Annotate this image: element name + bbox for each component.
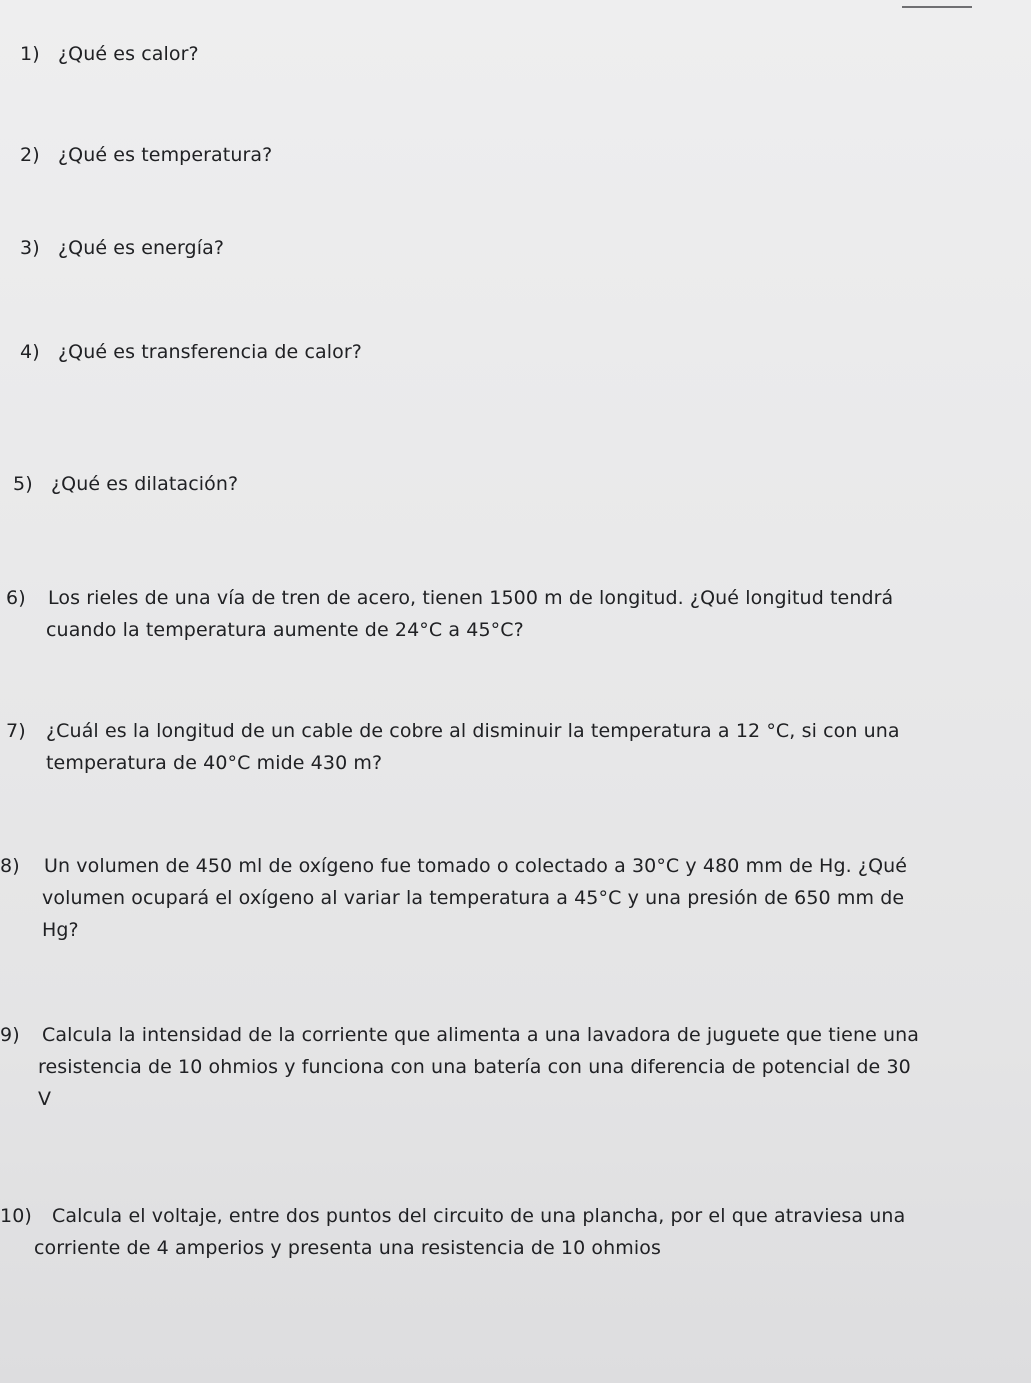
question-number: 3): [20, 237, 40, 259]
question-number: 5): [13, 473, 33, 495]
question-text: ¿Qué es dilatación?: [51, 473, 239, 495]
question-10: [0, 1200, 905, 1264]
question-text-line: volumen ocupará el oxígeno al variar la temperatura a 45°C y una presión de 650 mm de: [42, 887, 905, 909]
question-number: 9): [0, 1024, 20, 1046]
question-number: 7): [6, 720, 26, 742]
question-text-line: V: [38, 1088, 52, 1110]
question-1: [20, 38, 199, 70]
question-number: 2): [20, 144, 40, 166]
question-text-line: corriente de 4 amperios y presenta una resistencia de 10 ohmios: [34, 1237, 662, 1259]
question-text: ¿Qué es calor?: [58, 43, 199, 65]
question-text-line: temperatura de 40°C mide 430 m?: [46, 752, 383, 774]
question-text-line: resistencia de 10 ohmios y funciona con una batería con una diferencia de potencial de 30: [38, 1056, 911, 1078]
question-text-line: Los rieles de una vía de tren de acero, tienen 1500 m de longitud. ¿Qué longitud tendrá: [48, 587, 894, 609]
question-number: 6): [6, 587, 26, 609]
question-9: [0, 1019, 919, 1115]
question-6: [6, 582, 893, 646]
question-text: ¿Qué es transferencia de calor?: [58, 341, 362, 363]
question-text-line: ¿Cuál es la longitud de un cable de cobre al disminuir la temperatura a 12 °C, si con una: [46, 720, 900, 742]
question-3: [20, 232, 224, 264]
question-text: ¿Qué es temperatura?: [58, 144, 273, 166]
question-number: 4): [20, 341, 40, 363]
question-8: [0, 850, 907, 946]
question-text-line: Calcula el voltaje, entre dos puntos del circuito de una plancha, por el que atraviesa una: [52, 1205, 906, 1227]
question-2: [20, 139, 272, 171]
question-text-line: Calcula la intensidad de la corriente que alimenta a una lavadora de juguete que tiene una: [42, 1024, 920, 1046]
question-4: [20, 336, 362, 368]
question-7: [6, 715, 900, 779]
question-text: ¿Qué es energía?: [58, 237, 225, 259]
question-text-line: Un volumen de 450 ml de oxígeno fue tomado o colectado a 30°C y 480 mm de Hg. ¿Qué: [44, 855, 908, 877]
question-text-line: Hg?: [42, 919, 79, 941]
question-text-line: cuando la temperatura aumente de 24°C a 45°C?: [46, 619, 524, 641]
question-5: [13, 468, 238, 500]
question-number: 1): [20, 43, 40, 65]
question-number: 10): [0, 1205, 32, 1227]
question-number: 8): [0, 855, 20, 877]
top-rule: [902, 6, 972, 8]
